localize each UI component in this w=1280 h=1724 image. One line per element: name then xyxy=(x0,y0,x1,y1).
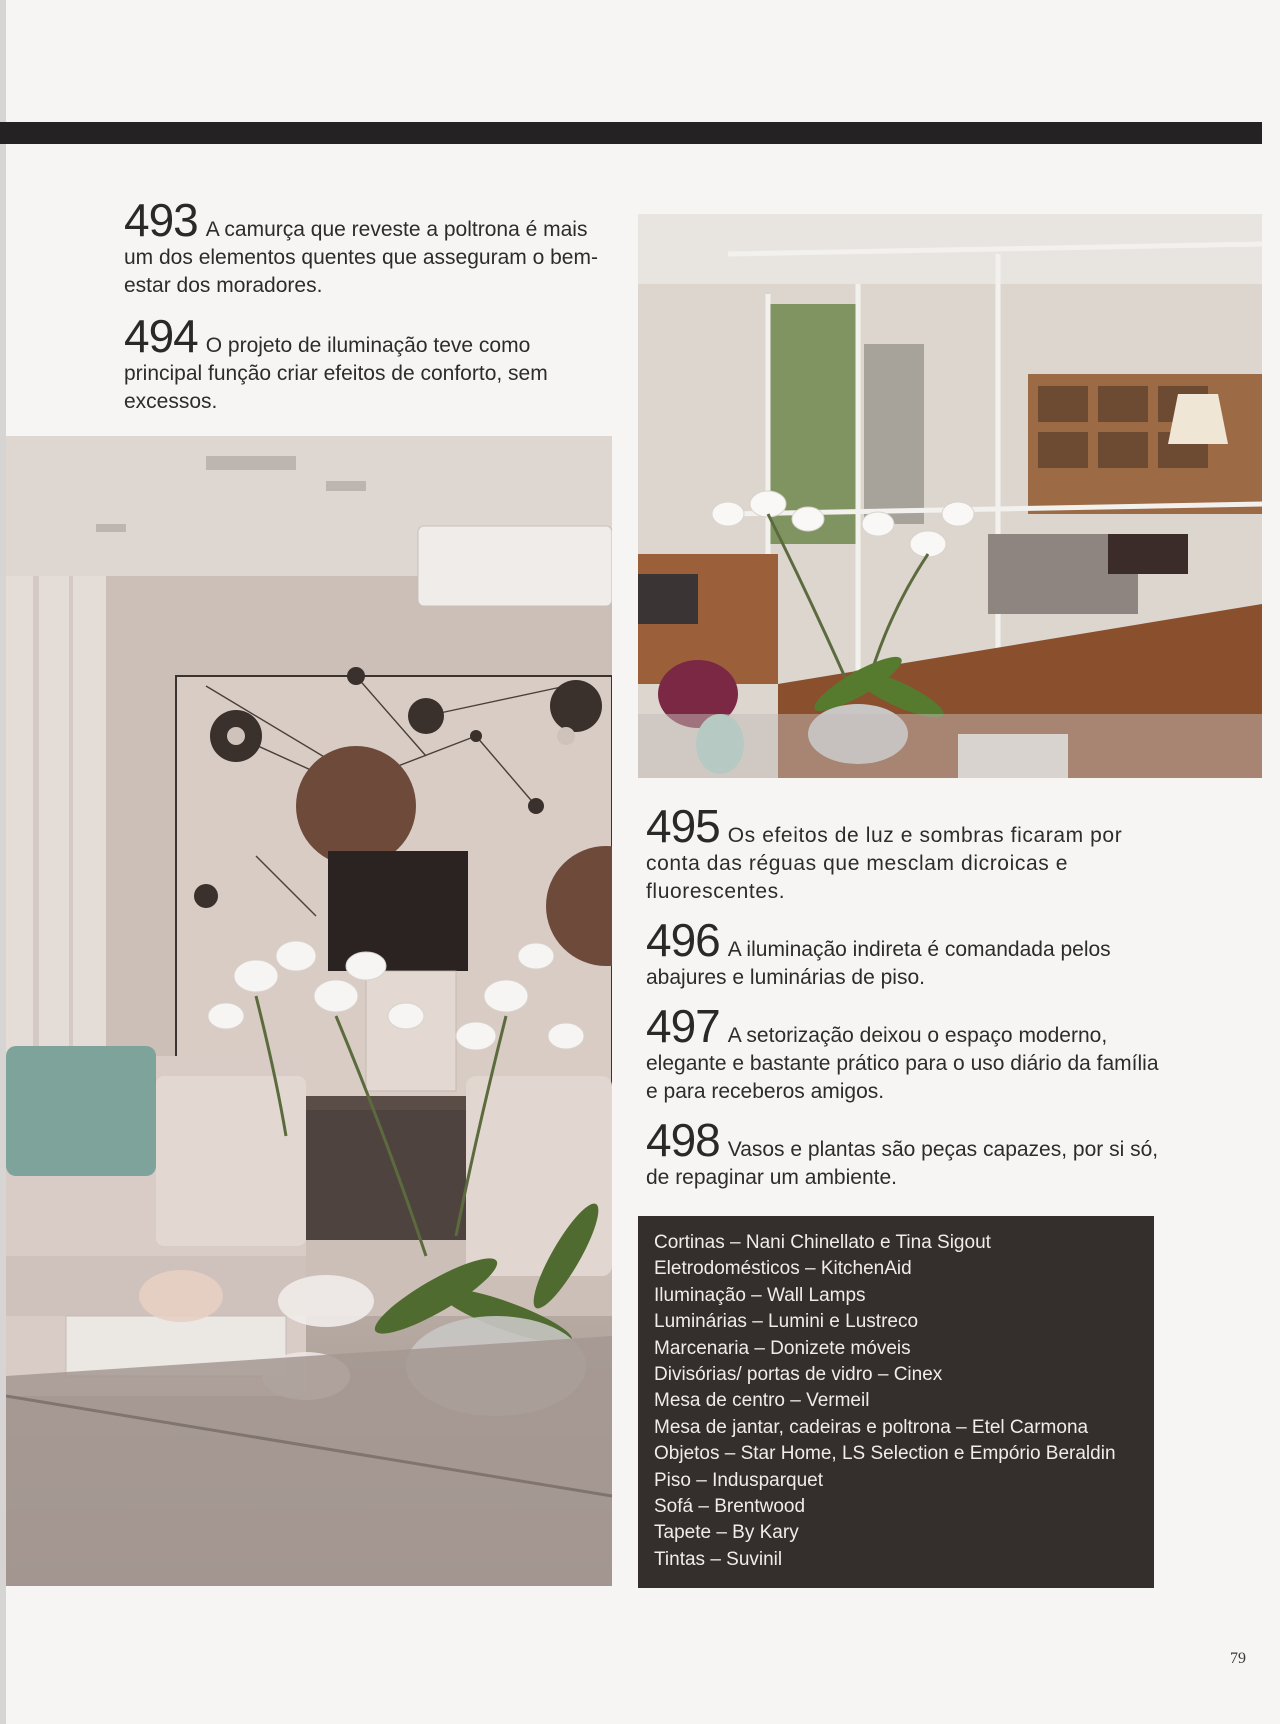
credit-item: Cortinas – Nani Chinellato e Tina Sigout xyxy=(654,1232,991,1253)
caption-497 xyxy=(646,1000,1166,1106)
living-room-illustration xyxy=(6,436,612,1586)
caption-495 xyxy=(646,800,1146,906)
credit-item: Mesa de jantar, cadeiras e poltrona – Etel Carmona xyxy=(654,1416,1089,1438)
caption-number: 493 xyxy=(124,194,198,246)
caption-number: 497 xyxy=(646,1000,720,1052)
caption-text: Vasos e plantas são peças capazes, por si só, de repaginar um ambiente. xyxy=(646,1138,1159,1189)
caption-text: A setorização deixou o espaço moderno, elegante e bastante prático para o uso diário da família e para receberos amigos. xyxy=(646,1024,1159,1103)
caption-number: 495 xyxy=(646,800,720,852)
glass-room-illustration xyxy=(638,214,1262,778)
credit-item: Sofá – Brentwood xyxy=(654,1496,806,1518)
credit-item: Objetos – Star Home, LS Selection e Empório Beraldin xyxy=(654,1443,1116,1465)
credit-item: Tapete – By Kary xyxy=(654,1522,799,1544)
caption-493 xyxy=(124,194,614,300)
page-number: 79 xyxy=(1230,1650,1246,1667)
credit-item: Piso – Indusparquet xyxy=(654,1469,824,1491)
credits-list xyxy=(654,1230,1138,1573)
caption-number: 494 xyxy=(124,310,198,362)
caption-text: A iluminação indireta é comandada pelos abajures e luminárias de piso. xyxy=(646,938,1111,989)
caption-text: A camurça que reveste a poltrona é mais um dos elementos quentes que asseguram o bem-estar dos moradores. xyxy=(124,218,598,297)
glass-partition-room-photo xyxy=(638,214,1262,778)
caption-number: 498 xyxy=(646,1114,720,1166)
credit-item: Iluminação – Wall Lamps xyxy=(654,1284,866,1306)
credit-item: Marcenaria – Donizete móveis xyxy=(654,1337,911,1359)
living-room-photo xyxy=(6,436,612,1586)
credits-box xyxy=(638,1216,1154,1588)
header-bar xyxy=(0,122,1262,144)
credit-item: Tintas – Suvinil xyxy=(654,1548,783,1570)
credit-item: Luminárias – Lumini e Lustreco xyxy=(654,1311,919,1333)
credit-item: Mesa de centro – Vermeil xyxy=(654,1390,870,1412)
credit-item: Eletrodomésticos – KitchenAid xyxy=(654,1258,912,1280)
caption-text: O projeto de iluminação teve como principal função criar efeitos de conforto, sem excessos. xyxy=(124,334,548,413)
caption-number: 496 xyxy=(646,914,720,966)
caption-text: Os efeitos de luz e sombras ficaram por conta das réguas que mesclam dicroicas e fluorescentes. xyxy=(646,824,1123,903)
caption-494 xyxy=(124,310,594,416)
credit-item: Divisórias/ portas de vidro – Cinex xyxy=(654,1364,943,1386)
caption-498 xyxy=(646,1114,1166,1192)
caption-496 xyxy=(646,914,1166,992)
